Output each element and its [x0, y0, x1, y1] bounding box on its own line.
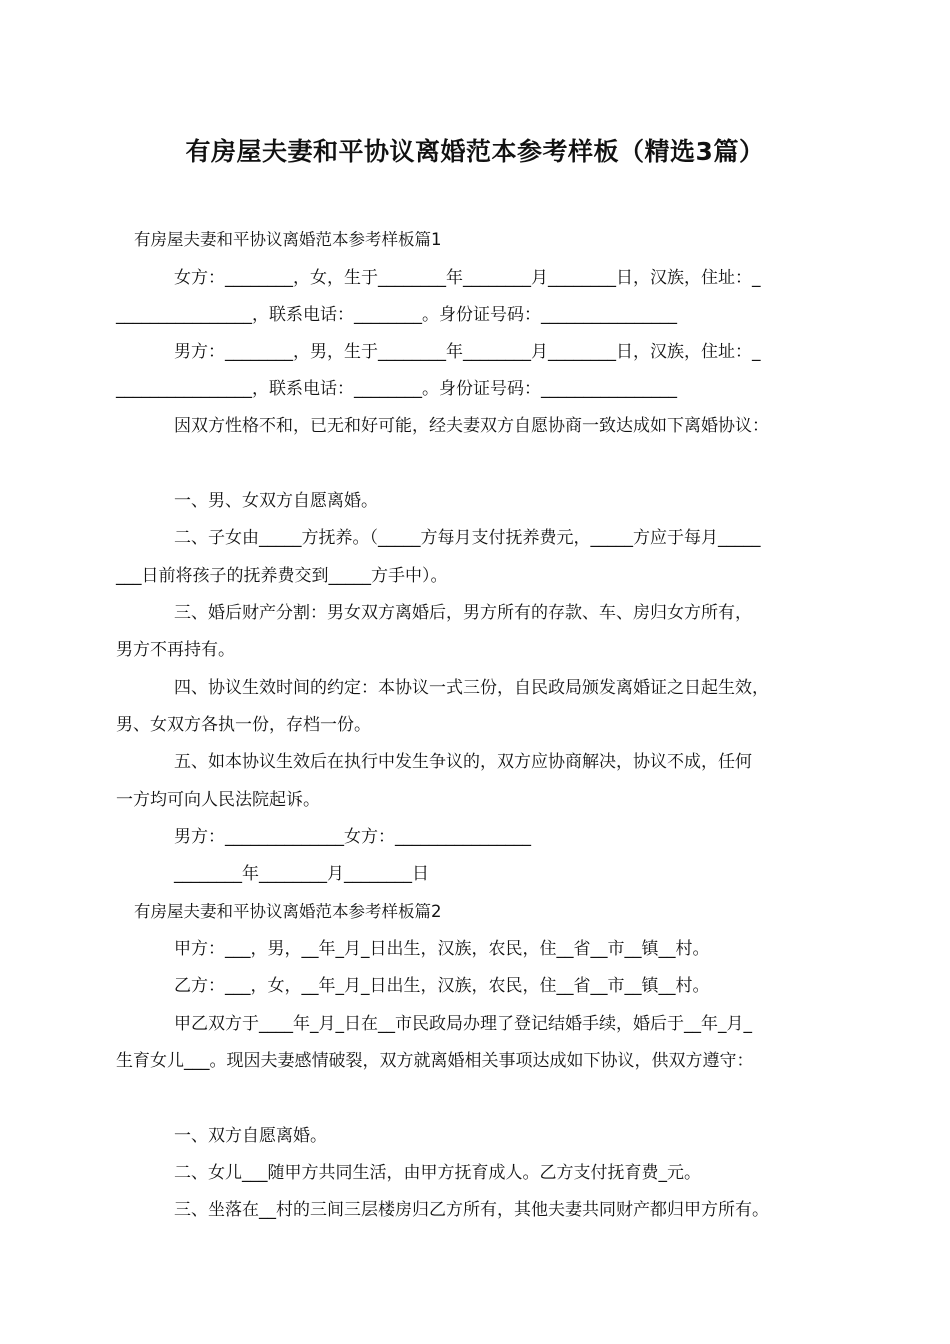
paragraph-line: 四、协议生效时间的约定：本协议一式三份，自民政局颁发离婚证之日起生效，: [174, 678, 769, 698]
date-line: ________年________月________日: [174, 864, 429, 884]
paragraph-line: 二、女儿___随甲方共同生活，由甲方抚育成人。乙方支付抚育费_元。: [174, 1163, 701, 1183]
paragraph-line: 女方：________，女，生于________年________月________日，汉族，住址：_: [174, 268, 761, 288]
paragraph-line: 二、子女由_____方抚养。（_____方每月支付抚养费元，_____方应于每月_____: [174, 528, 761, 548]
paragraph-line: 男方不再持有。: [116, 640, 235, 660]
paragraph-line: 男、女双方各执一份，存档一份。: [116, 715, 371, 735]
paragraph-line: ________________，联系电话：________。身份证号码：________________: [116, 379, 677, 399]
paragraph-line: 一、双方自愿离婚。: [174, 1126, 327, 1146]
section-heading-2: 有房屋夫妻和平协议离婚范本参考样板篇2: [134, 902, 442, 921]
paragraph-line: ___日前将孩子的抚养费交到_____方手中）。: [116, 566, 448, 586]
paragraph-line: 甲方：___，男，__年_月_日出生，汉族，农民，住__省__市__镇__村。: [174, 939, 710, 959]
paragraph-line: ________________，联系电话：________。身份证号码：________________: [116, 305, 677, 325]
paragraph-line: 乙方：___，女，__年_月_日出生，汉族，农民，住__省__市__镇__村。: [174, 976, 710, 996]
document-title: 有房屋夫妻和平协议离婚范本参考样板（精选3篇）: [185, 137, 765, 166]
paragraph-line: 因双方性格不和，已无和好可能，经夫妻双方自愿协商一致达成如下离婚协议：: [174, 416, 769, 436]
paragraph-line: 五、如本协议生效后在执行中发生争议的，双方应协商解决，协议不成，任何: [174, 752, 752, 772]
paragraph-line: 一方均可向人民法院起诉。: [116, 790, 320, 810]
paragraph-line: 甲乙双方于____年_月_日在__市民政局办理了登记结婚手续，婚后于__年_月_: [174, 1014, 752, 1034]
paragraph-line: 生育女儿___。现因夫妻感情破裂，双方就离婚相关事项达成如下协议，供双方遵守：: [116, 1051, 754, 1071]
paragraph-line: 三、婚后财产分割：男女双方离婚后，男方所有的存款、车、房归女方所有，: [174, 603, 752, 623]
section-heading-1: 有房屋夫妻和平协议离婚范本参考样板篇1: [134, 230, 442, 249]
paragraph-line: 三、坐落在__村的三间三层楼房归乙方所有，其他夫妻共同财产都归甲方所有。: [174, 1200, 769, 1220]
paragraph-line: 一、男、女双方自愿离婚。: [174, 491, 378, 511]
paragraph-line: 男方：________，男，生于________年________月________日，汉族，住址：_: [174, 342, 761, 362]
signature-line: 男方：______________女方：________________: [174, 827, 531, 847]
